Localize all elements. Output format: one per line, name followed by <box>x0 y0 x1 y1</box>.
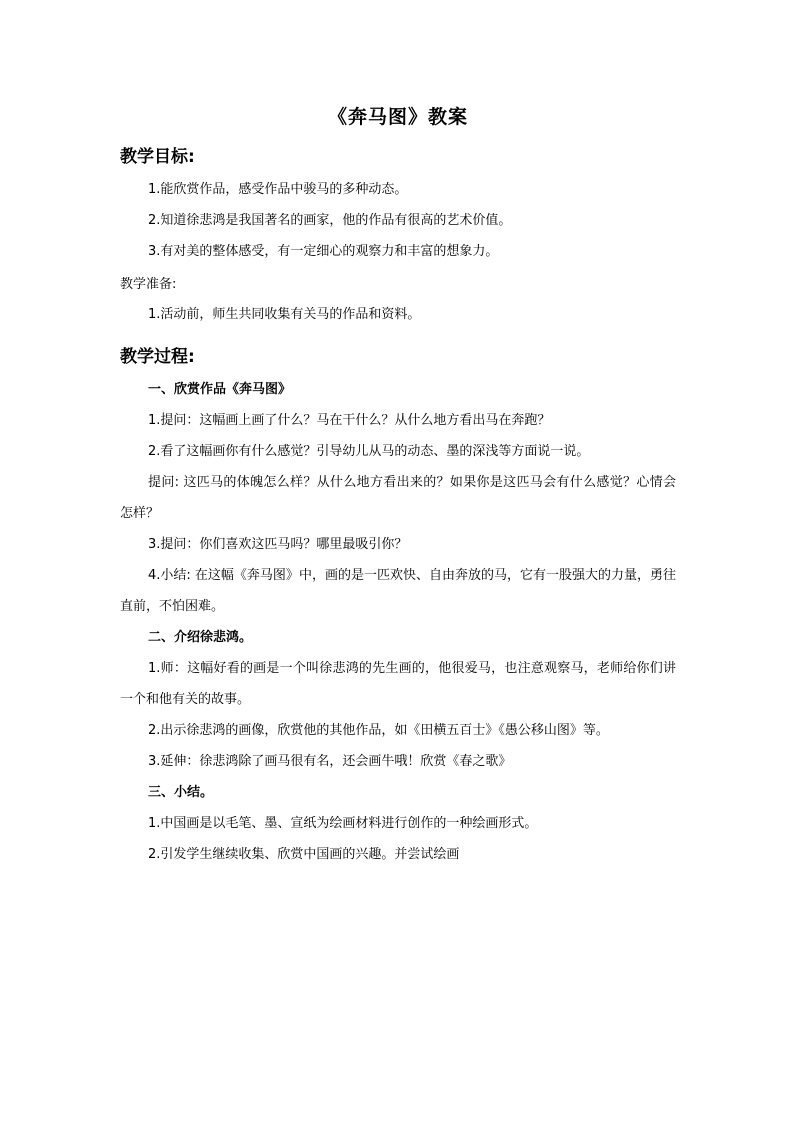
objectives-heading: 教学目标: <box>120 147 195 167</box>
process-heading: 教学过程: <box>120 347 195 367</box>
preparation-heading: 教学准备: <box>120 277 177 292</box>
section-paragraph: 2.引发学生继续收集、欣赏中国画的兴趣。并尝试绘画 <box>148 847 460 862</box>
objective-item: 3.有对美的整体感受，有一定细心的观察力和丰富的想象力。 <box>148 244 499 259</box>
document-title: 《奔马图》教案 <box>327 106 468 128</box>
preparation-item: 1.活动前，师生共同收集有关马的作品和资料。 <box>148 307 421 322</box>
objective-item: 2.知道徐悲鸿是我国著名的画家，他的作品有很高的艺术价值。 <box>148 213 512 228</box>
process-section-2 <box>120 622 676 777</box>
section-paragraph: 4.小结: 在这幅《奔马图》中，画的是一匹欢快、自由奔放的马，它有一股强大的力量，勇往直前，不怕困难。 <box>120 568 676 614</box>
section-paragraph: 1.师：这幅好看的画是一个叫徐悲鸿的先生画的，他很爱马，也注意观察马，老师给你们讲一个和他有关的故事。 <box>120 661 676 707</box>
section-heading: 二、介绍徐悲鸿。 <box>148 630 253 645</box>
section-paragraph: 2.出示徐悲鸿的画像，欣赏他的其他作品，如《田横五百士》《愚公移山图》等。 <box>148 723 609 738</box>
section-paragraph: 1.中国画是以毛笔、墨、宣纸为绘画材料进行创作的一种绘画形式。 <box>148 816 538 831</box>
objective-item: 1.能欣赏作品，感受作品中骏马的多种动态。 <box>148 182 408 197</box>
section-paragraph: 3.提问：你们喜欢这匹马吗？哪里最吸引你？ <box>148 537 408 552</box>
section-heading: 一、欣赏作品《奔马图》 <box>148 382 292 397</box>
section-paragraph: 提问: 这匹马的体魄怎么样？从什么地方看出来的？如果你是这匹马会有什么感觉？心情会怎样？ <box>120 475 676 521</box>
document-body <box>120 100 676 870</box>
section-heading: 三、小结。 <box>148 785 214 800</box>
process-section-1 <box>120 374 676 622</box>
section-paragraph: 1.提问：这幅画上画了什么？马在干什么？从什么地方看出马在奔跑？ <box>148 413 551 428</box>
process-section-3 <box>120 777 676 870</box>
section-paragraph: 3.延伸：徐悲鸿除了画马很有名，还会画牛哦！欣赏《春之歌》 <box>148 754 512 769</box>
section-paragraph: 2.看了这幅画你有什么感觉？引导幼儿从马的动态、墨的深浅等方面说一说。 <box>148 444 590 459</box>
